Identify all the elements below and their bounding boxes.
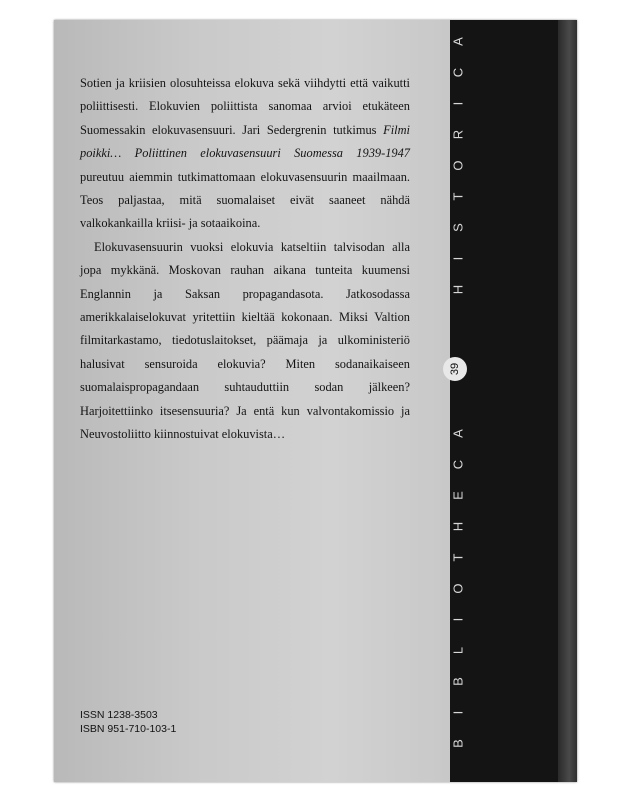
volume-number-badge: 39 [443, 357, 467, 381]
spine-letter: A [450, 429, 466, 438]
spine-letter: I [450, 710, 466, 715]
blurb-paragraph-1-end: pureutuu aiemmin tutkimattomaan elokuvasensuurin maailmaan. Teos paljastaa, mitä suomalaiset eivät saaneet nähdä valkokankailla kriisi- ja sotaaikoina. [80, 169, 410, 231]
spine-letter: C [450, 67, 466, 78]
spine-letter: A [450, 37, 466, 46]
blurb-paragraph-2: Elokuvasensuurin vuoksi elokuvia katseltiin talvisodan alla jopa mykkänä. Moskovan rauhan aikana tunteita kuumensi Englannin ja Saksan propagandasota. Jatkosodassa amerikkalaiselokuvat yritettiin kieltää kokonaan. Miksi Valtion filmitarkastamo, tiedotuslaitokset, päämaja ja ulkoministeriö halusivat sensuroida elokuvia? Miten sodanaikaiseen suomalaispropagandaan suhtauduttiin sodan jälkeen? Harjoitettiinko itsesensuuria? Ja entä kun valvontakomissio ja Neuvostoliitto kiinnostuivat elokuvista… [80, 239, 410, 442]
spine-letter: L [450, 646, 466, 655]
spine-letter: E [450, 491, 466, 500]
spine-letter: H [450, 284, 466, 295]
spine-letter: I [450, 617, 466, 622]
spine-letter: O [450, 583, 466, 594]
book-back-cover [54, 20, 577, 782]
blurb-paragraph-1-start: Sotien ja kriisien olosuhteissa elokuva sekä viihdytti että vaikutti poliittisesti. Elokuvien poliittista sanomaa arvioi etukäteen Suomessakin elokuvasensuuri. Jari Sedergrenin tutkimus [80, 76, 410, 137]
spine-letter: H [450, 521, 466, 532]
spine-letter: I [450, 101, 466, 106]
spine-letter: R [450, 129, 466, 140]
spine-letter: C [450, 459, 466, 470]
series-word-bibliotheca [443, 418, 473, 759]
spine-letter: T [450, 553, 466, 562]
spine-letter: T [450, 192, 466, 201]
series-text [443, 26, 473, 756]
spine-letter: B [450, 677, 466, 686]
spine-letter: B [450, 739, 466, 748]
spine-edge [558, 20, 577, 782]
isbn-block [80, 708, 176, 736]
blurb-text [80, 72, 410, 447]
issn-line: ISSN 1238-3503 [80, 709, 158, 721]
book-title-italic: Filmi poikki… Poliittinen elokuvasensuuri Suomessa 1939-1947 [80, 122, 410, 161]
spine-letter: O [450, 160, 466, 171]
cover-panel [54, 20, 450, 782]
spine-letter: I [450, 256, 466, 261]
isbn-line: ISBN 951-710-103-1 [80, 723, 177, 735]
spine-letter: S [450, 223, 466, 232]
blurb-paragraph-1 [80, 72, 410, 236]
series-word-historica [443, 26, 473, 305]
